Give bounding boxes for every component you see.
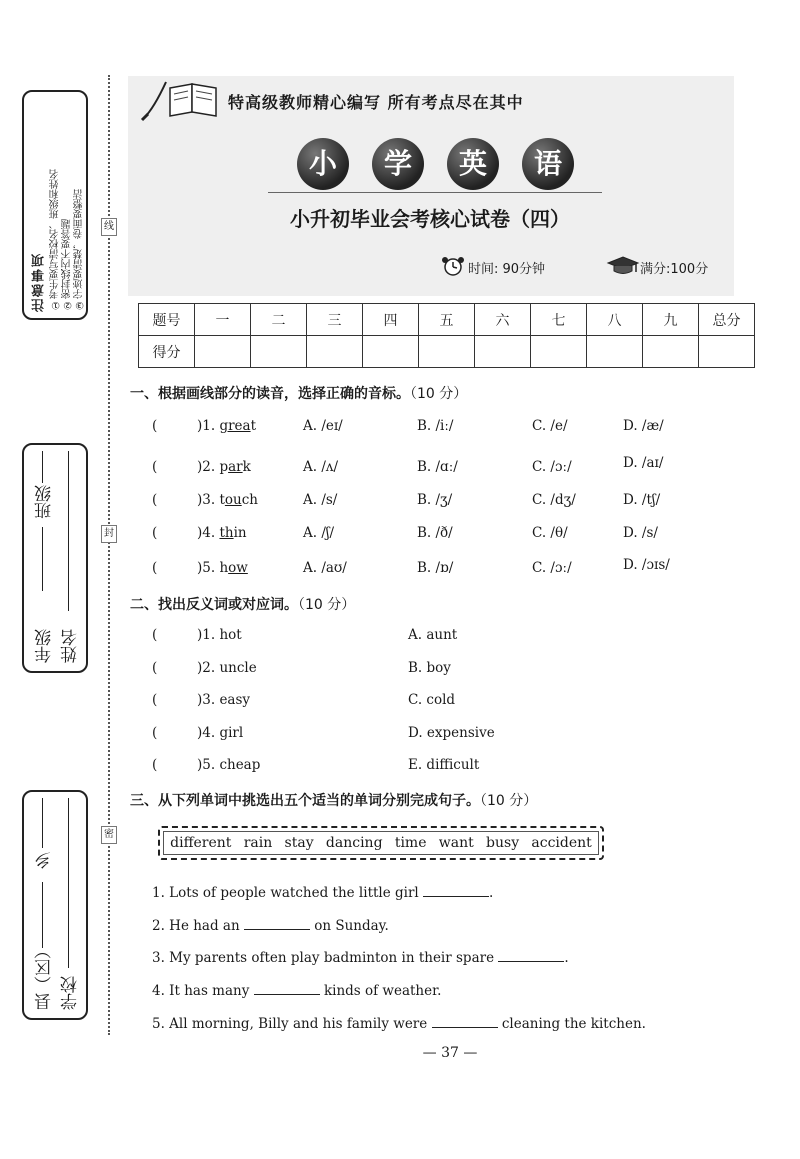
s1-q5-underlined: ow [228, 560, 248, 576]
s2-paren[interactable]: ( [152, 757, 158, 773]
s2-answer-e: E. difficult [408, 757, 480, 773]
grade-name-box [22, 443, 88, 673]
score-row-label: 得分 [139, 336, 195, 368]
s1-paren[interactable]: ( [152, 418, 158, 434]
s3-s4-text: 4. It has many [152, 983, 254, 999]
s1-q4-pre: )4. [197, 525, 220, 541]
seal-mark-seal: 封 [101, 525, 117, 543]
s1-q2-option-d[interactable]: D. /aɪ/ [623, 455, 664, 471]
s1-q3-option-c[interactable]: C. /dʒ/ [532, 492, 576, 508]
word-bank-item: time [394, 835, 427, 851]
section2-points: （10 分） [298, 597, 356, 613]
s1-q4-post: in [233, 525, 247, 541]
s1-q4-option-b[interactable]: B. /ð/ [417, 525, 453, 541]
s1-q3-underlined: ou [224, 492, 242, 508]
school-box [22, 790, 88, 1020]
s2-paren[interactable]: ( [152, 725, 158, 741]
s1-q1-option-d[interactable]: D. /æ/ [623, 418, 664, 434]
s1-q5-option-c[interactable]: C. /ɔː/ [532, 560, 572, 576]
clock-icon [440, 256, 466, 276]
title-char-1: 小 [297, 138, 349, 190]
s1-question-1 [197, 418, 256, 434]
word-bank-item: rain [243, 835, 273, 851]
s1-question-3 [197, 492, 258, 508]
score-input-cell[interactable] [531, 336, 587, 368]
section3-title [130, 790, 537, 810]
score-table-cell: 二 [251, 304, 307, 336]
s2-question-2: )2. uncle [197, 660, 257, 676]
score-input-cell[interactable] [699, 336, 755, 368]
word-bank-item: want [438, 835, 474, 851]
s1-q3-pre: )3. t [197, 492, 225, 508]
s3-s5-text: 5. All morning, Billy and his family were [152, 1016, 432, 1032]
notice-item-3: ③字迹要清楚，卷面要整洁 [74, 189, 85, 310]
township-line [42, 798, 43, 848]
s3-s4-end: kinds of weather. [319, 983, 442, 999]
s2-question-4: )4. girl [197, 725, 244, 741]
s3-s1-text: 1. Lots of people watched the little girl [152, 885, 424, 901]
s2-paren[interactable]: ( [152, 660, 158, 676]
book-pen-icon [140, 78, 224, 122]
score-table-cell: 三 [307, 304, 363, 336]
s1-q3-option-d[interactable]: D. /tʃ/ [623, 492, 661, 508]
s1-q3-post: ch [241, 492, 258, 508]
s2-answer-c: C. cold [408, 692, 456, 708]
graduation-cap-icon [606, 256, 640, 276]
s1-paren[interactable]: ( [152, 560, 158, 576]
s2-answer-d: D. expensive [408, 725, 495, 741]
answer-blank[interactable] [423, 884, 489, 897]
title-char-4: 语 [522, 138, 574, 190]
notice-item-1: ①考生要写清校名、班级和姓名 [50, 169, 61, 310]
s1-q4-option-c[interactable]: C. /θ/ [532, 525, 568, 541]
word-bank-item: dancing [325, 835, 383, 851]
s2-question-5: )5. cheap [197, 757, 261, 773]
full-score: 满分:100分 [640, 262, 709, 277]
score-table-score-row [139, 336, 755, 368]
score-input-cell[interactable] [363, 336, 419, 368]
score-input-cell[interactable] [419, 336, 475, 368]
s1-q2-pre: )2. p [197, 459, 229, 475]
county-label: 县（区） [35, 942, 55, 1010]
school-line [68, 798, 69, 968]
title-char-3: 英 [447, 138, 499, 190]
s1-q5-option-a[interactable]: A. /aʊ/ [303, 560, 347, 576]
notice-item-2: ②密封线内不要答题 [62, 219, 73, 310]
s1-q4-option-a[interactable]: A. /ʃ/ [303, 525, 335, 541]
s2-answer-b: B. boy [408, 660, 451, 676]
s1-paren[interactable]: ( [152, 492, 158, 508]
s1-q1-option-a[interactable]: A. /eɪ/ [303, 418, 343, 434]
s1-paren[interactable]: ( [152, 525, 158, 541]
s3-sentence-3 [152, 949, 569, 966]
s3-s3-text: 3. My parents often play badminton in their spare [152, 950, 499, 966]
score-table-cell: 题号 [139, 304, 195, 336]
s1-q4-option-d[interactable]: D. /s/ [623, 525, 658, 541]
s3-s5-end: cleaning the kitchen. [497, 1016, 646, 1032]
score-table [138, 303, 755, 368]
score-input-cell[interactable] [643, 336, 699, 368]
section3-points: （10 分） [480, 793, 538, 809]
township-label: 乡 [35, 852, 55, 869]
grade-line [42, 527, 43, 591]
section1-points: （10 分） [410, 386, 468, 402]
score-table-cell: 总分 [699, 304, 755, 336]
s3-s2-end: on Sunday. [309, 918, 389, 934]
header-banner: 特高级教师精心编写 所有考点尽在其中 [228, 93, 524, 112]
score-table-cell: 六 [475, 304, 531, 336]
score-table-header-row [139, 304, 755, 336]
score-input-cell[interactable] [195, 336, 251, 368]
answer-blank[interactable] [254, 982, 320, 995]
s2-paren[interactable]: ( [152, 692, 158, 708]
s3-s2-text: 2. He had an [152, 918, 244, 934]
section3-title-text: 三、从下列单词中挑选出五个适当的单词分别完成句子。 [130, 793, 480, 809]
s1-question-5 [197, 560, 248, 576]
county-line [42, 882, 43, 948]
s1-q2-underlined: ar [228, 459, 243, 475]
grade-label: 年级 [35, 629, 55, 663]
title-char-2: 学 [372, 138, 424, 190]
exam-subtitle: 小升初毕业会考核心试卷（四） [290, 207, 570, 231]
score-table-cell: 九 [643, 304, 699, 336]
answer-blank[interactable] [432, 1015, 498, 1028]
s1-q2-option-a[interactable]: A. /ʌ/ [303, 459, 339, 475]
section2-title-text: 二、找出反义词或对应词。 [130, 597, 298, 613]
s2-question-1: )1. hot [197, 627, 242, 643]
seal-mark-line: 线 [101, 218, 117, 236]
s1-q3-option-a[interactable]: A. /s/ [303, 492, 338, 508]
school-label: 学校 [61, 976, 81, 1010]
s1-paren[interactable]: ( [152, 459, 158, 475]
s1-q4-underlined: th [219, 525, 234, 541]
s3-sentence-2 [152, 917, 389, 934]
s1-q3-option-b[interactable]: B. /ʒ/ [417, 492, 453, 508]
s1-q1-pre: )1. [197, 418, 220, 434]
notice-box [22, 90, 88, 320]
word-bank-item: stay [284, 835, 314, 851]
score-input-cell[interactable] [307, 336, 363, 368]
seal-mark-close: 密 [101, 826, 117, 844]
notice-title: 注意事项 [32, 252, 47, 312]
s2-answer-a: A. aunt [408, 627, 458, 643]
word-bank-item: accident [531, 835, 592, 851]
s1-q1-option-b[interactable]: B. /iː/ [417, 418, 454, 434]
s3-sentence-4 [152, 982, 441, 999]
score-table-cell: 七 [531, 304, 587, 336]
s2-question-3: )3. easy [197, 692, 251, 708]
name-label: 姓名 [61, 629, 81, 663]
class-label: 班级 [35, 485, 55, 519]
name-line [68, 451, 69, 611]
answer-blank[interactable] [498, 949, 564, 962]
s1-q1-post: t [250, 418, 257, 434]
exam-time: 时间: 90分钟 [468, 262, 546, 277]
score-input-cell[interactable] [587, 336, 643, 368]
word-bank-item: busy [486, 835, 520, 851]
s3-s3-end: . [564, 950, 569, 966]
section2-title [130, 594, 355, 614]
class-line [42, 451, 43, 483]
s3-s1-end: . [489, 885, 494, 901]
s1-q5-option-d[interactable]: D. /ɔɪs/ [623, 557, 670, 573]
score-table-cell: 一 [195, 304, 251, 336]
score-input-cell[interactable] [251, 336, 307, 368]
s1-question-4 [197, 525, 247, 541]
s1-q5-pre: )5. h [197, 560, 229, 576]
section1-title [130, 383, 467, 403]
s1-q2-option-c[interactable]: C. /ɔː/ [532, 459, 572, 475]
s3-sentence-5 [152, 1015, 646, 1032]
s2-paren[interactable]: ( [152, 627, 158, 643]
score-table-cell: 八 [587, 304, 643, 336]
title-divider [268, 192, 602, 193]
answer-blank[interactable] [244, 917, 310, 930]
score-table-cell: 五 [419, 304, 475, 336]
page-number: — 37 — [422, 1045, 478, 1061]
s1-q1-option-c[interactable]: C. /e/ [532, 418, 568, 434]
score-input-cell[interactable] [475, 336, 531, 368]
s1-question-2 [197, 459, 251, 475]
word-bank-item: different [170, 835, 232, 851]
s1-q5-option-b[interactable]: B. /ɒ/ [417, 560, 454, 576]
s1-q2-post: k [242, 459, 251, 475]
s3-sentence-1 [152, 884, 493, 901]
word-bank [158, 826, 604, 860]
s1-q1-underlined: grea [219, 418, 251, 434]
s1-q2-option-b[interactable]: B. /ɑː/ [417, 459, 458, 475]
section1-title-text: 一、根据画线部分的读音，选择正确的音标。 [130, 386, 410, 402]
score-table-cell: 四 [363, 304, 419, 336]
